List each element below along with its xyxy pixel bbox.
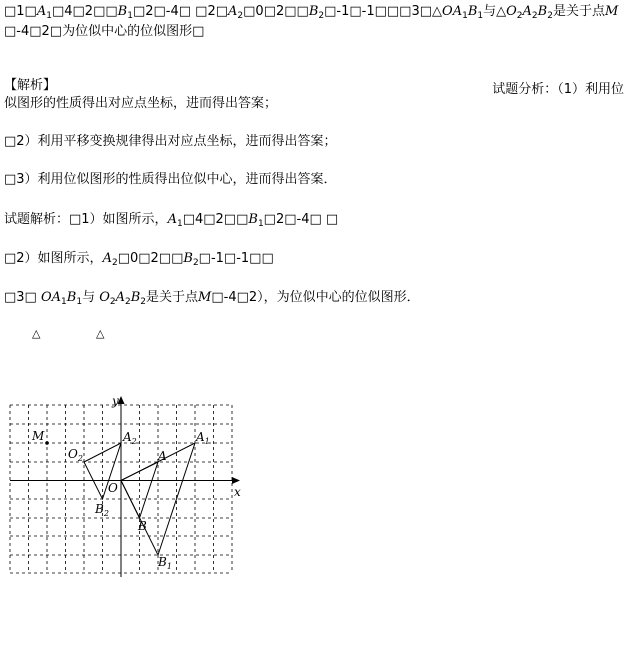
point-b-label: B	[138, 519, 147, 533]
sub: 1	[477, 11, 484, 21]
text-fragment: □-1□-1□□	[198, 251, 274, 266]
sub: 1	[46, 11, 52, 21]
label-b2: B	[130, 290, 141, 305]
label-b1: B	[66, 290, 77, 305]
text-fragment: □-4□2），为位似中心的位似图形．	[211, 290, 420, 305]
sub: 2	[516, 11, 523, 21]
sub: 2	[125, 297, 131, 307]
label-a1: A	[452, 4, 463, 19]
sub: 2	[103, 509, 109, 518]
label-a1: A	[167, 212, 177, 227]
text-fragment: □2□-4□ □2□	[132, 4, 229, 19]
analysis-heading: 【解析】	[4, 78, 57, 93]
text-fragment: □-1□-1□□□3□△	[324, 4, 443, 19]
text-fragment: 是关于点	[146, 290, 199, 305]
sub: 2	[237, 11, 244, 21]
label-b2: B	[537, 4, 548, 19]
analysis-line-2: □2）利用平移变换规律得出对应点坐标，进而得出答案；	[4, 134, 337, 149]
analysis-line-1: 似图形的性质得出对应点坐标，进而得出答案；	[4, 96, 278, 111]
text-fragment: □4□2□□	[51, 4, 118, 19]
sub: 2	[109, 297, 116, 307]
label-b2: B	[308, 4, 319, 19]
sub: 1	[176, 219, 183, 229]
triangle-symbol: △	[96, 327, 105, 340]
text-fragment: □0□2□□	[243, 4, 309, 19]
letter: B	[95, 502, 104, 516]
text-fragment: □0□2□□	[117, 251, 184, 266]
answer-line-2: □-4□2□为位似中心的位似图形□	[4, 24, 205, 39]
sub: 1	[204, 437, 210, 446]
letter: B	[158, 555, 167, 569]
sub: 2	[547, 11, 553, 21]
sub: 1	[257, 219, 264, 229]
label-b2: B	[183, 251, 193, 266]
sub: 2	[131, 437, 137, 446]
sub: 2	[77, 454, 83, 463]
text-fragment: 是关于点	[552, 4, 605, 19]
x-axis-arrow	[232, 477, 240, 484]
origin-label: O	[108, 481, 118, 495]
label-o: O	[40, 290, 52, 305]
sub: 1	[76, 297, 83, 307]
sub: 2	[111, 258, 118, 268]
sub: 2	[140, 297, 147, 307]
point-b1-label	[157, 555, 172, 571]
point-a1-label	[195, 430, 210, 446]
sub: 2	[531, 11, 538, 21]
y-axis-label: y	[112, 394, 119, 408]
label-o2: O	[506, 4, 517, 19]
triangle-symbol: △	[32, 327, 41, 340]
text-fragment: □2）如图所示，	[4, 251, 103, 266]
sub: 1	[61, 297, 67, 307]
label-a2: A	[522, 4, 532, 19]
point-m-label: M	[32, 429, 45, 443]
sub: 1	[127, 11, 133, 21]
label-a2: A	[102, 251, 112, 266]
point-o2-label	[68, 447, 83, 463]
label-b1: B	[248, 212, 258, 227]
point-b2-label	[94, 502, 109, 518]
label-o2: O	[99, 290, 110, 305]
text-fragment: □1□	[4, 4, 37, 19]
text-fragment: 与△	[483, 4, 507, 19]
point-m	[45, 441, 49, 445]
label-a1: A	[36, 4, 47, 19]
text-fragment: □3□	[4, 290, 41, 305]
sub: 1	[462, 11, 468, 21]
label-a1: A	[51, 290, 62, 305]
text-fragment: 试题解析：□1）如图所示，	[4, 212, 168, 227]
letter: O	[68, 447, 78, 461]
x-axis-label: x	[234, 485, 241, 499]
letter: A	[123, 430, 132, 444]
text-fragment: 与	[82, 290, 100, 305]
sub: 2	[192, 258, 199, 268]
letter: A	[196, 430, 205, 444]
sub: 2	[318, 11, 325, 21]
label-m: M	[604, 4, 619, 19]
analysis-intro: 试题分析：（1）利用位	[492, 82, 624, 97]
sub: 1	[166, 562, 172, 571]
point-a-label: A	[158, 449, 167, 463]
label-b1: B	[467, 4, 478, 19]
analysis-line-3: □3）利用位似图形的性质得出位似中心，进而得出答案．	[4, 172, 337, 187]
text-fragment: □2□-4□ □	[263, 212, 339, 227]
text-fragment: □4□2□□	[182, 212, 249, 227]
label-a2: A	[115, 290, 125, 305]
label-m: M	[198, 290, 212, 305]
label-o: O	[442, 4, 453, 19]
point-a2-label	[122, 430, 137, 446]
label-b1: B	[117, 4, 128, 19]
label-a2: A	[228, 4, 238, 19]
